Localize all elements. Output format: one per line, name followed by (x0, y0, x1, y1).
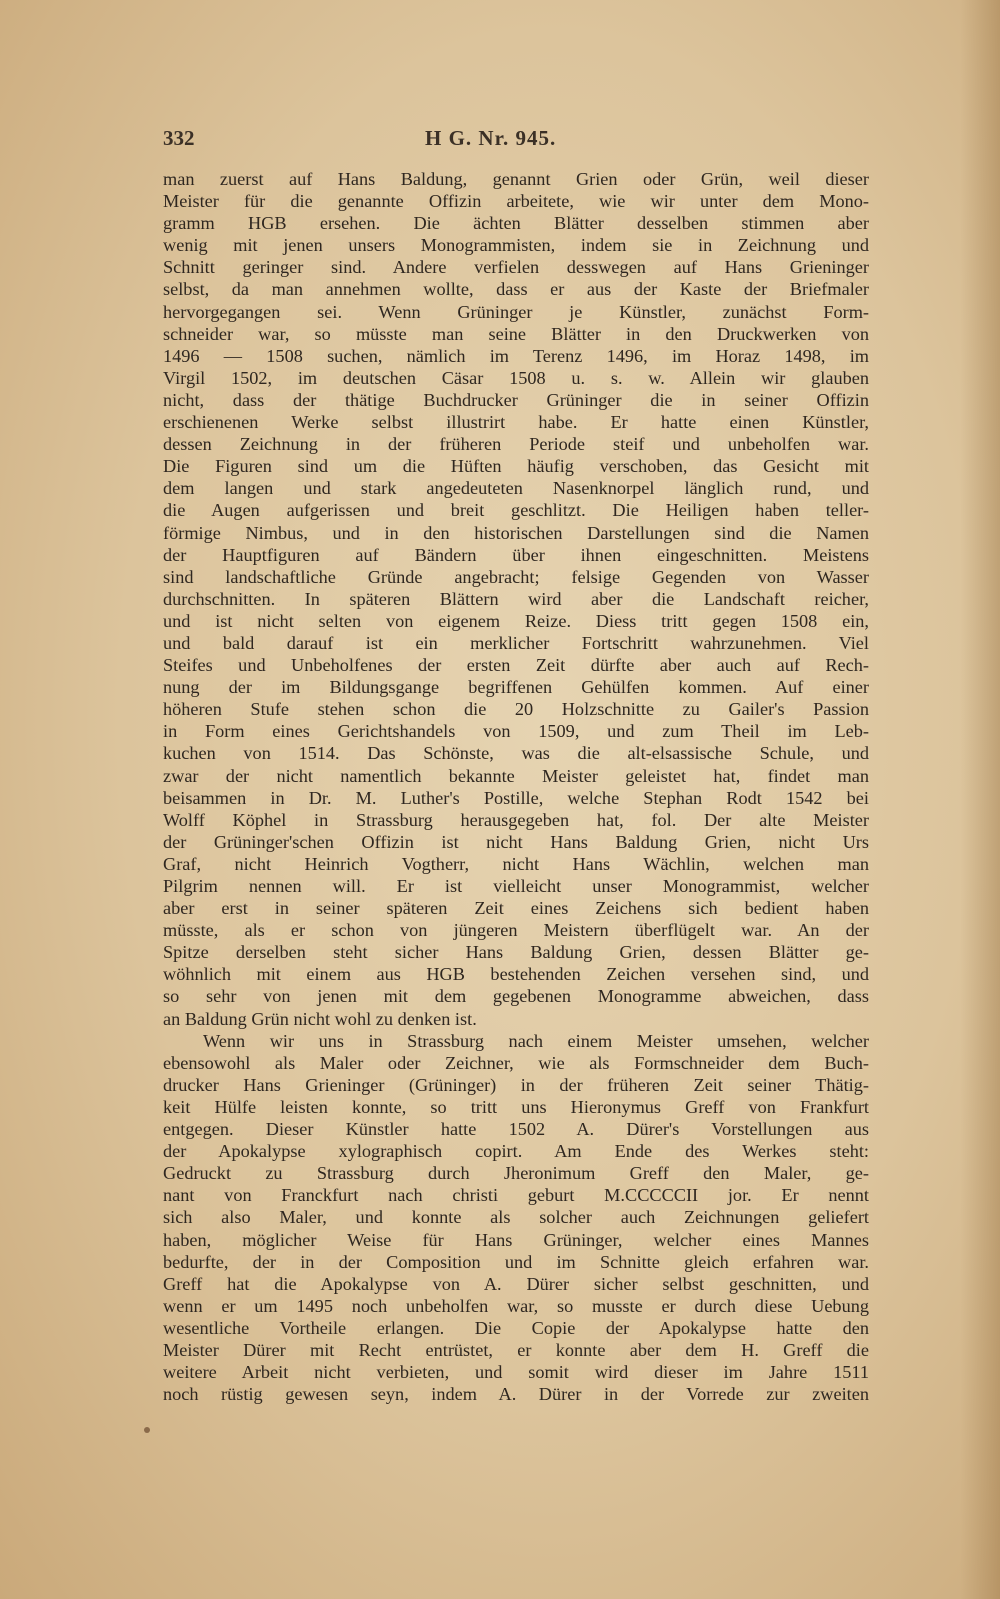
running-head: H G. Nr. 945. (425, 126, 557, 150)
text-line: höheren Stufe stehen schon die 20 Holzschnitte zu Gailer's Passion (163, 699, 869, 720)
text-line: beisammen in Dr. M. Luther's Postille, welche Stephan Rodt 1542 bei (163, 787, 869, 808)
text-line: Wolff Köphel in Strassburg herausgegeben hat, fol. Der alte Meister (163, 809, 869, 830)
text-line: Gedruckt zu Strassburg durch Jheronimum Greff den Maler, ge- (163, 1163, 869, 1184)
text-line: wöhnlich mit einem aus HGB bestehenden Zeichen versehen sind, und (163, 964, 869, 985)
text-line: weitere Arbeit nicht verbieten, und somit wird dieser im Jahre 1511 (163, 1362, 869, 1383)
text-line: erschienenen Werke selbst illustrirt habe. Er hatte einen Künstler, (163, 412, 869, 433)
body-text (163, 168, 869, 1405)
text-line: Spitze derselben steht sicher Hans Baldung Grien, dessen Blätter ge- (163, 942, 869, 963)
text-line: der Hauptfiguren auf Bändern über ihnen eingeschnitten. Meistens (163, 544, 869, 565)
text-line: förmige Nimbus, und in den historischen Darstellungen sind die Namen (163, 522, 869, 543)
text-line: Virgil 1502, im deutschen Cäsar 1508 u. s. w. Allein wir glauben (163, 367, 869, 388)
text-line: wesentliche Vortheile erlangen. Die Copie der Apokalypse hatte den (163, 1317, 869, 1338)
text-line: durchschnitten. In späteren Blättern wird aber die Landschaft reicher, (163, 588, 869, 609)
text-line: nung der im Bildungsgange begriffenen Gehülfen kommen. Auf einer (163, 677, 869, 698)
text-line: Steifes und Unbeholfenes der ersten Zeit dürfte aber auch auf Rech- (163, 655, 869, 676)
text-line: nant von Franckfurt nach christi geburt M.CCCCCII jor. Er nennt (163, 1185, 869, 1206)
page-number: 332 (163, 126, 195, 150)
ink-spot (144, 1427, 150, 1433)
text-line: bedurfte, der in der Composition und im Schnitte gleich erfahren war. (163, 1251, 869, 1272)
text-line: aber erst in seiner späteren Zeit eines Zeichens sich bedient haben (163, 898, 869, 919)
text-line: hervorgegangen sei. Wenn Grüninger je Künstler, zunächst Form- (163, 301, 869, 322)
text-line: kuchen von 1514. Das Schönste, was die alt-elsassische Schule, und (163, 743, 869, 764)
text-line: drucker Hans Grieninger (Grüninger) in der früheren Zeit seiner Thätig- (163, 1074, 869, 1095)
text-line: Wenn wir uns in Strassburg nach einem Meister umsehen, welcher (203, 1030, 869, 1051)
text-line: und bald darauf ist ein merklicher Fortschritt wahrzunehmen. Viel (163, 632, 869, 653)
text-line: wenn er um 1495 noch unbeholfen war, so musste er durch diese Uebung (163, 1295, 869, 1316)
text-line: Meister Dürer mit Recht entrüstet, er konnte aber dem H. Greff die (163, 1339, 869, 1360)
text-line: müsste, als er schon von jüngeren Meistern überflügelt war. An der (163, 920, 869, 941)
text-line: dessen Zeichnung in der früheren Periode steif und unbeholfen war. (163, 434, 869, 455)
text-line: nicht, dass der thätige Buchdrucker Grüninger die in seiner Offizin (163, 389, 869, 410)
text-line: so sehr von jenen mit dem gegebenen Monogramme abweichen, dass (163, 986, 869, 1007)
text-line: Greff hat die Apokalypse von A. Dürer sicher selbst geschnitten, und (163, 1273, 869, 1294)
text-line: an Baldung Grün nicht wohl zu denken ist. (163, 1008, 477, 1029)
text-line: entgegen. Dieser Künstler hatte 1502 A. Dürer's Vorstellungen aus (163, 1119, 869, 1140)
text-line: keit Hülfe leisten konnte, so tritt uns Hieronymus Greff von Frankfurt (163, 1096, 869, 1117)
text-line: in Form eines Gerichtshandels von 1509, und zum Theil im Leb- (163, 721, 869, 742)
text-line: und ist nicht selten von eigenem Reize. Diess tritt gegen 1508 ein, (163, 610, 869, 631)
text-line: schneider war, so müsste man seine Blätter in den Druckwerken von (163, 323, 869, 344)
text-line: Die Figuren sind um die Hüften häufig verschoben, das Gesicht mit (163, 456, 869, 477)
text-line: der Grüninger'schen Offizin ist nicht Hans Baldung Grien, nicht Urs (163, 831, 869, 852)
text-line: sind landschaftliche Gründe angebracht; felsige Gegenden von Wasser (163, 566, 869, 587)
text-line: Schnitt geringer sind. Andere verfielen desswegen auf Hans Grieninger (163, 257, 869, 278)
text-line: selbst, da man annehmen wollte, dass er aus der Kaste der Briefmaler (163, 279, 869, 300)
text-line: 1496 — 1508 suchen, nämlich im Terenz 1496, im Horaz 1498, im (163, 345, 869, 366)
text-line: gramm HGB ersehen. Die ächten Blätter desselben stimmen aber (163, 213, 869, 234)
text-line: noch rüstig gewesen seyn, indem A. Dürer in der Vorrede zur zweiten (163, 1384, 869, 1405)
text-line: wenig mit jenen unsers Monogrammisten, indem sie in Zeichnung und (163, 235, 869, 256)
text-line: Pilgrim nennen will. Er ist vielleicht unser Monogrammist, welcher (163, 876, 869, 896)
text-line: dem langen und stark angedeuteten Nasenknorpel länglich rund, und (163, 478, 869, 499)
text-line: die Augen aufgerissen und breit geschlitzt. Die Heiligen haben teller- (163, 500, 869, 521)
text-line: haben, möglicher Weise für Hans Grüninger, welcher eines Mannes (163, 1229, 869, 1250)
text-line: Meister für die genannte Offizin arbeitete, wie wir unter dem Mono- (163, 191, 869, 212)
page-edge-shadow (960, 0, 1000, 1599)
text-line: ebensowohl als Maler oder Zeichner, wie als Formschneider dem Buch- (163, 1052, 869, 1073)
text-line: der Apokalypse xylographisch copirt. Am Ende des Werkes steht: (163, 1141, 869, 1162)
text-line: sich also Maler, und konnte als solcher auch Zeichnungen geliefert (163, 1207, 869, 1228)
text-line: man zuerst auf Hans Baldung, genannt Grien oder Grün, weil dieser (163, 169, 869, 189)
text-line: Graf, nicht Heinrich Vogtherr, nicht Hans Wächlin, welchen man (163, 853, 869, 874)
page-header (163, 120, 863, 154)
text-line: zwar der nicht namentlich bekannte Meister geleistet hat, findet man (163, 765, 869, 786)
